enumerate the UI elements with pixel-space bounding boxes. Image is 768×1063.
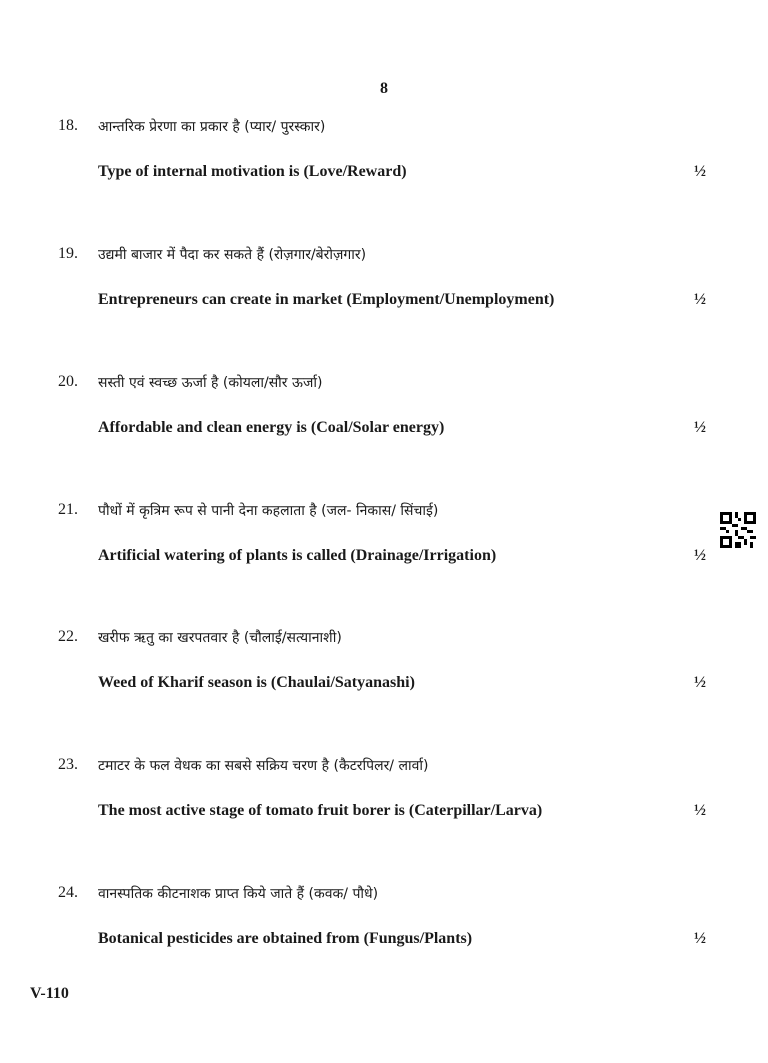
question-22 (0, 628, 768, 728)
question-18 (0, 117, 768, 217)
question-text-english: Type of internal motivation is (Love/Reward) (98, 163, 407, 180)
question-number: 19. (58, 245, 78, 262)
question-text-hindi: आन्तरिक प्रेरणा का प्रकार है (प्यार/ पुरस्कार) (98, 119, 326, 135)
question-number: 21. (58, 501, 78, 518)
question-number: 18. (58, 117, 78, 134)
question-marks: ½ (694, 419, 706, 436)
question-marks: ½ (694, 547, 706, 564)
question-text-english: Botanical pesticides are obtained from (Fungus/Plants) (98, 930, 473, 947)
question-text-hindi: खरीफ ऋतु का खरपतवार है (चौलाई/सत्यानाशी) (98, 630, 342, 646)
question-21 (0, 501, 768, 601)
qr-code-icon (720, 512, 756, 548)
question-text-english: Affordable and clean energy is (Coal/Solar energy) (98, 419, 445, 436)
question-number: 23. (58, 756, 78, 773)
question-text-english: Artificial watering of plants is called (Drainage/Irrigation) (98, 547, 497, 564)
question-text-english: The most active stage of tomato fruit borer is (Caterpillar/Larva) (98, 802, 543, 819)
document-code: V-110 (30, 985, 69, 1002)
question-text-hindi: सस्ती एवं स्वच्छ ऊर्जा है (कोयला/सौर ऊर्जा) (98, 375, 323, 391)
question-number: 22. (58, 628, 78, 645)
question-number: 20. (58, 373, 78, 390)
question-marks: ½ (694, 163, 706, 180)
question-marks: ½ (694, 674, 706, 691)
question-marks: ½ (694, 291, 706, 308)
question-20 (0, 373, 768, 473)
page-number: 8 (380, 80, 388, 97)
question-marks: ½ (694, 930, 706, 947)
question-text-hindi: वानस्पतिक कीटनाशक प्राप्त किये जाते हैं (कवक/ पौधे) (98, 886, 379, 902)
question-marks: ½ (694, 802, 706, 819)
question-23 (0, 756, 768, 856)
question-24 (0, 884, 768, 984)
question-text-english: Entrepreneurs can create in market (Employment/Unemployment) (98, 291, 555, 308)
question-text-hindi: पौधों में कृत्रिम रूप से पानी देना कहलाता है (जल- निकास/ सिंचाई) (98, 503, 439, 519)
question-text-english: Weed of Kharif season is (Chaulai/Satyanashi) (98, 674, 415, 691)
question-number: 24. (58, 884, 78, 901)
question-text-hindi: उद्यमी बाजार में पैदा कर सकते हैं (रोज़गार/बेरोज़गार) (98, 247, 367, 263)
question-19 (0, 245, 768, 345)
question-text-hindi: टमाटर के फल वेधक का सबसे सक्रिय चरण है (कैटरपिलर/ लार्वा) (98, 758, 429, 774)
